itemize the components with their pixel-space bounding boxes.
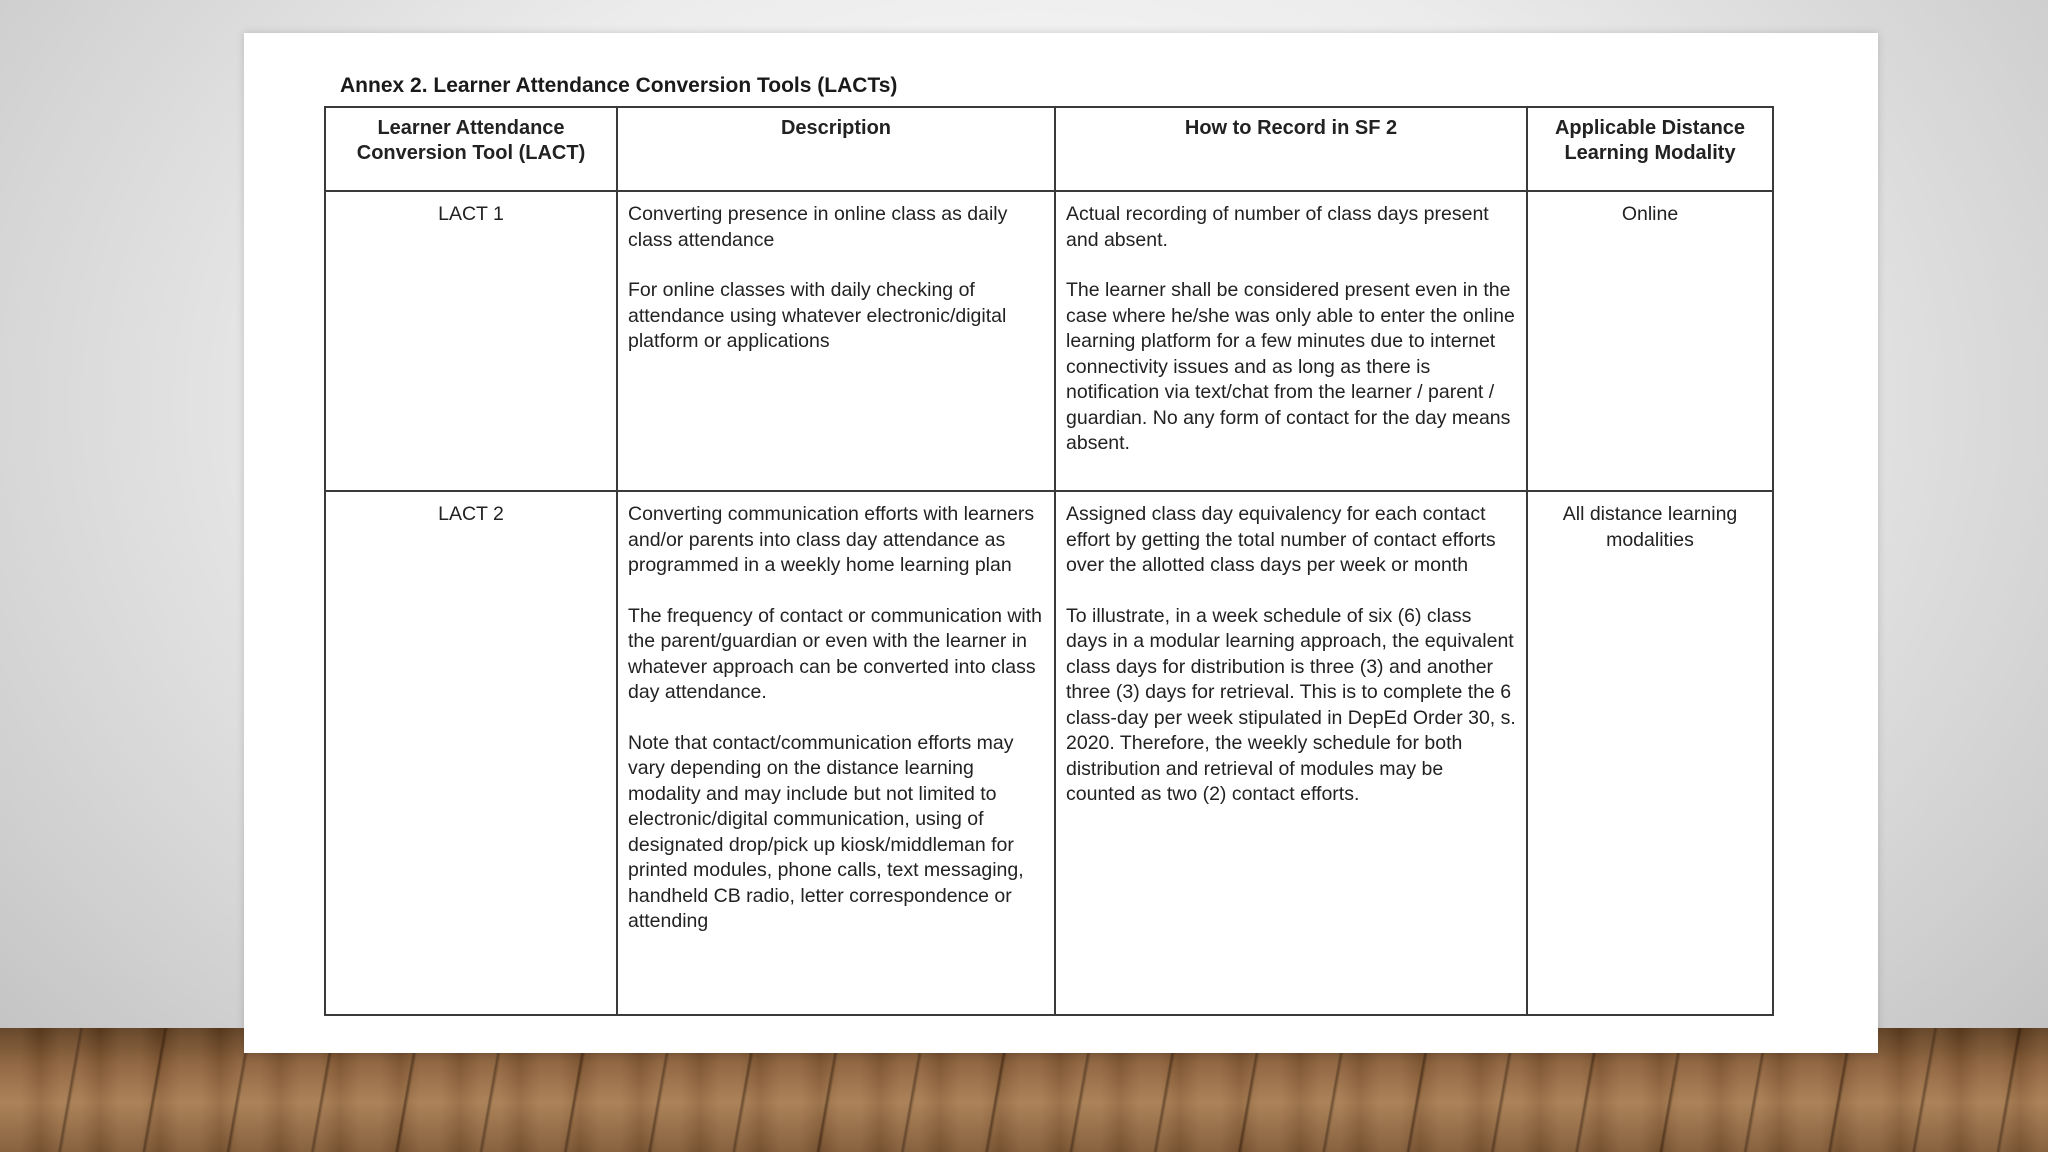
description-paragraph: For online classes with daily checking of attendance using whatever electronic/digital platform or applications (628, 279, 1007, 352)
table-row (325, 491, 1773, 1015)
how-to-record-cell (1055, 491, 1527, 1015)
description-paragraph: Converting communication efforts with learners and/or parents into class day attendance as programmed in a weekly home learning plan (628, 503, 1035, 576)
tool-cell: LACT 2 (325, 491, 617, 1015)
description-paragraph: Note that contact/communication efforts may vary depending on the distance learning modality and may include but not limited to electronic/digital communication, using of designated drop/pick up kiosk/middleman for printed modules, phone calls, text messaging, handheld CB radio, letter correspondence or attending (628, 731, 1024, 932)
header-how-to-record: How to Record in SF 2 (1055, 107, 1527, 191)
how-to-record-paragraph: Assigned class day equivalency for each contact effort by getting the total number of contact efforts over the allotted class days per week or month (1066, 503, 1496, 576)
how-to-record-paragraph: Actual recording of number of class days present and absent. (1066, 203, 1489, 251)
annex-title: Annex 2. Learner Attendance Conversion Tools (LACTs) (340, 74, 898, 97)
modality-cell: All distance learning modalities (1527, 491, 1773, 1015)
table-row (325, 191, 1773, 491)
description-paragraph: The frequency of contact or communication with the parent/guardian or even with the learner in whatever approach can be converted into class day attendance. (628, 604, 1043, 703)
description-cell (617, 191, 1055, 491)
header-lact-tool: Learner Attendance Conversion Tool (LACT) (325, 107, 617, 191)
how-to-record-paragraph: To illustrate, in a week schedule of six (6) class days in a modular learning approach, the equivalent class days for distribution is three (3) and another three (3) days for retrieval. This is to complete the 6 class-day per week stipulated in DepEd Order 30, s. 2020. Therefore, the weekly schedule for both distribution and retrieval of modules may be counted as two (2) contact efforts. (1066, 604, 1516, 805)
table-header-row (325, 107, 1773, 191)
header-modality: Applicable Distance Learning Modality (1527, 107, 1773, 191)
how-to-record-cell (1055, 191, 1527, 491)
tool-cell: LACT 1 (325, 191, 617, 491)
description-cell (617, 491, 1055, 1015)
description-paragraph: Converting presence in online class as daily class attendance (628, 203, 1008, 251)
modality-cell: Online (1527, 191, 1773, 491)
lact-table (324, 106, 1774, 1016)
how-to-record-paragraph: The learner shall be considered present even in the case where he/she was only able to enter the online learning platform for a few minutes due to internet connectivity issues and as long as there is notification via text/chat from the learner / parent / guardian. No any form of contact for the day means absent. (1066, 279, 1515, 454)
header-description: Description (617, 107, 1055, 191)
